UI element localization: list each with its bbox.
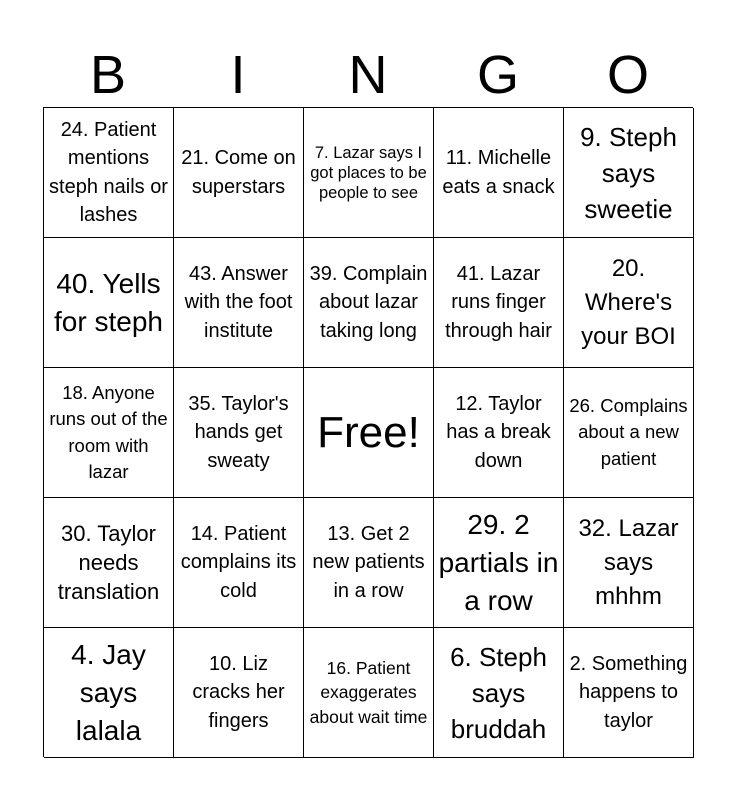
header-letter-g: G — [476, 45, 519, 105]
bingo-cell-r5-c4[interactable] — [434, 628, 564, 758]
cell-text: 21. Come on superstars — [181, 147, 296, 198]
cell-text: 9. Steph says sweetie — [580, 121, 677, 224]
cell-text: 7. Lazar says I got places to be people to see — [310, 143, 427, 202]
header-letter-i: I — [230, 45, 246, 105]
bingo-cell-r3-c4[interactable] — [434, 368, 564, 498]
bingo-cell-r2-c3[interactable] — [304, 238, 434, 368]
cell-text: 41. Lazar runs finger through hair — [445, 262, 552, 342]
cell-text: 18. Anyone runs out of the room with lazar — [49, 381, 168, 482]
bingo-cell-r1-c5[interactable] — [564, 108, 694, 238]
bingo-cell-r4-c1[interactable] — [44, 498, 174, 628]
bingo-cell-r2-c1[interactable] — [44, 238, 174, 368]
bingo-cell-r4-c2[interactable] — [174, 498, 304, 628]
bingo-header — [43, 44, 693, 106]
header-letter-n: N — [348, 45, 388, 105]
bingo-cell-free[interactable] — [304, 368, 434, 498]
cell-text: 32. Lazar says mhhm — [578, 514, 679, 610]
bingo-cell-r4-c5[interactable] — [564, 498, 694, 628]
bingo-card-grid — [43, 107, 693, 757]
cell-text: 6. Steph says bruddah — [450, 641, 547, 744]
cell-text: 39. Complain about lazar taking long — [309, 262, 428, 342]
bingo-cell-r5-c5[interactable] — [564, 628, 694, 758]
bingo-cell-r1-c2[interactable] — [174, 108, 304, 238]
bingo-cell-r5-c1[interactable] — [44, 628, 174, 758]
cell-text: 29. 2 partials in a row — [438, 508, 559, 616]
cell-text: 12. Taylor has a break down — [446, 392, 551, 472]
cell-text: 16. Patient exaggerates about wait time — [309, 657, 428, 727]
bingo-cell-r2-c2[interactable] — [174, 238, 304, 368]
cell-text: 24. Patient mentions steph nails or lashes — [49, 118, 168, 226]
free-space-text: Free! — [317, 407, 420, 457]
cell-text: 30. Taylor needs translation — [57, 521, 160, 604]
header-letter-b: B — [89, 45, 127, 105]
cell-text: 2. Something happens to taylor — [569, 652, 688, 732]
cell-text: 10. Liz cracks her fingers — [192, 652, 285, 732]
header-letter-o: O — [606, 45, 649, 105]
bingo-cell-r2-c5[interactable] — [564, 238, 694, 368]
bingo-cell-r5-c2[interactable] — [174, 628, 304, 758]
cell-text: 11. Michelle eats a snack — [442, 147, 555, 198]
bingo-cell-r1-c3[interactable] — [304, 108, 434, 238]
bingo-cell-r3-c1[interactable] — [44, 368, 174, 498]
bingo-cell-r1-c1[interactable] — [44, 108, 174, 238]
bingo-cell-r1-c4[interactable] — [434, 108, 564, 238]
bingo-cell-r2-c4[interactable] — [434, 238, 564, 368]
cell-text: 40. Yells for steph — [54, 267, 163, 337]
cell-text: 43. Answer with the foot institute — [184, 262, 293, 342]
bingo-cell-r4-c3[interactable] — [304, 498, 434, 628]
bingo-cell-r5-c3[interactable] — [304, 628, 434, 758]
cell-text: 35. Taylor's hands get sweaty — [188, 392, 289, 472]
cell-text: 20. Where's your BOI — [581, 254, 676, 350]
bingo-cell-r3-c2[interactable] — [174, 368, 304, 498]
cell-text: 13. Get 2 new patients in a row — [312, 522, 425, 602]
bingo-cell-r4-c4[interactable] — [434, 498, 564, 628]
cell-text: 14. Patient complains its cold — [180, 522, 297, 602]
cell-text: 26. Complains about a new patient — [569, 394, 688, 469]
cell-text: 4. Jay says lalala — [71, 638, 146, 746]
bingo-cell-r3-c5[interactable] — [564, 368, 694, 498]
